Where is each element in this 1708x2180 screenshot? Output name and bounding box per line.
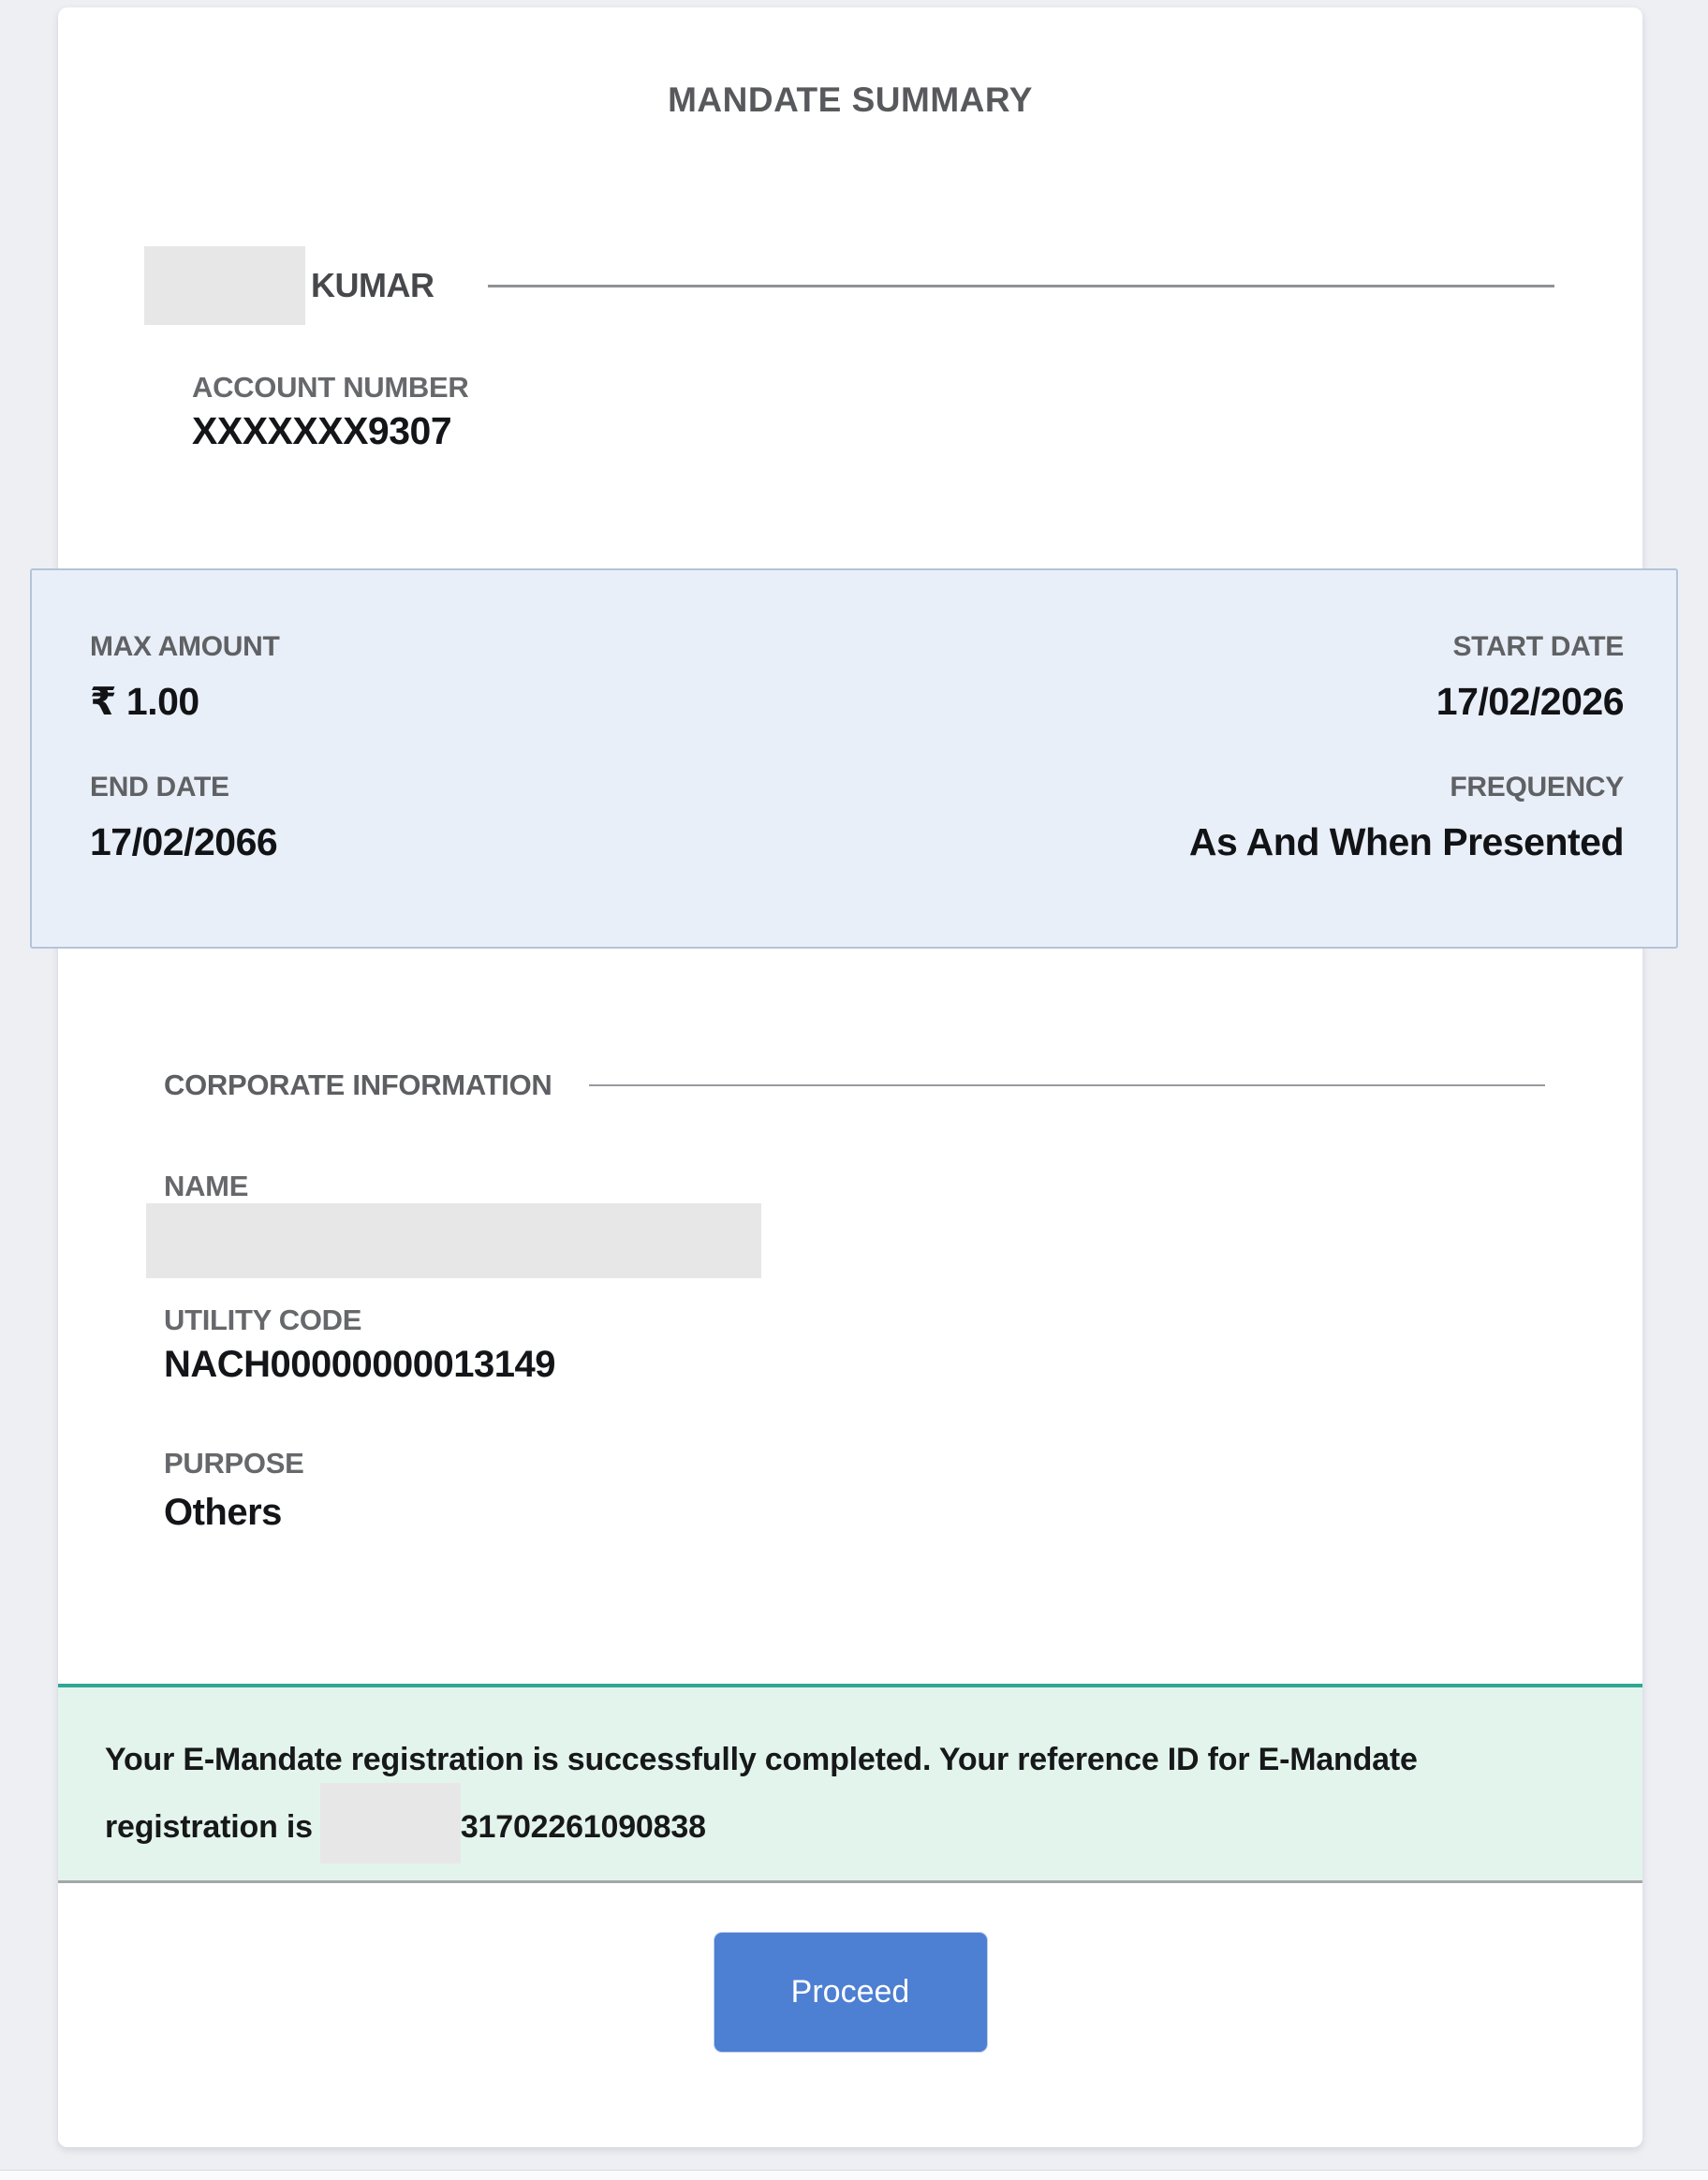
max-amount-label: MAX AMOUNT (90, 631, 280, 662)
end-date-label: END DATE (90, 772, 229, 803)
bottom-edge-strip (0, 2170, 1708, 2180)
purpose-value: Others (164, 1492, 282, 1533)
success-message: Your E-Mandate registration is successfully completed. Your reference ID for E-Mandate registration is (105, 1742, 1418, 1845)
frequency-value: As And When Presented (1188, 820, 1624, 863)
name-divider-line (488, 285, 1554, 287)
account-number-label: ACCOUNT NUMBER (192, 371, 469, 404)
frequency-field (857, 769, 1624, 866)
mandate-details-panel (30, 568, 1678, 949)
utility-code-label: UTILITY CODE (164, 1304, 362, 1336)
end-date-value: 17/02/2066 (90, 820, 278, 863)
start-date-label: START DATE (1452, 631, 1624, 662)
success-message-bar (58, 1684, 1642, 1883)
max-amount-value: ₹ 1.00 (90, 680, 199, 723)
end-date-field (90, 769, 857, 866)
footer-action-area (58, 1883, 1642, 2052)
redacted-corporate-name-box (146, 1203, 761, 1278)
frequency-label: FREQUENCY (1450, 772, 1624, 803)
success-message-text (105, 1736, 1566, 1863)
utility-code-value: NACH00000000013149 (164, 1344, 555, 1385)
max-amount-field (90, 628, 857, 726)
reference-id-value: 31702261090838 (460, 1809, 706, 1845)
redacted-first-name-box (144, 246, 305, 325)
customer-name-row (144, 246, 1554, 325)
corporate-name-label: NAME (164, 1170, 249, 1202)
corporate-information-heading: CORPORATE INFORMATION (164, 1068, 552, 1101)
redacted-reference-prefix-box (320, 1783, 461, 1863)
account-number-value: XXXXXXX9307 (192, 409, 452, 452)
customer-surname: KUMAR (311, 266, 434, 304)
corporate-divider-line (589, 1084, 1545, 1086)
account-number-field (192, 371, 1642, 453)
start-date-field (857, 628, 1624, 726)
mandate-details-grid (90, 628, 1624, 866)
start-date-value: 17/02/2026 (1436, 680, 1624, 723)
page-title: MANDATE SUMMARY (668, 81, 1033, 119)
corporate-information-header-row (164, 1068, 1545, 1102)
proceed-button[interactable]: Proceed (714, 1933, 987, 2052)
mandate-summary-card (58, 7, 1642, 2147)
purpose-label: PURPOSE (164, 1447, 304, 1480)
